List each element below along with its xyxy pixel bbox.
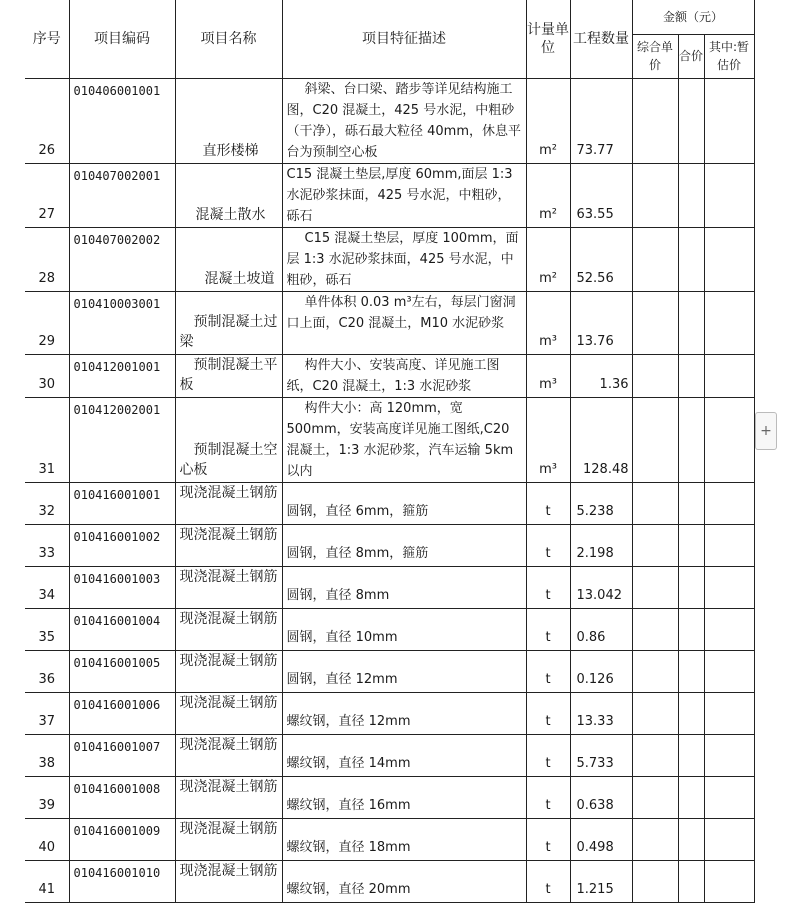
row-name: 预制混凝土空心板	[175, 397, 282, 482]
row-unit-price[interactable]	[632, 566, 678, 608]
row-qty: 13.33	[570, 692, 632, 734]
row-desc: 斜梁、台口梁、踏步等详见结构施工图，C20 混凝土，425 号水泥，中粗砂（干净），砾石最大粒径 40mm，休息平台为预制空心板	[282, 78, 526, 163]
row-unit: t	[526, 524, 570, 566]
row-desc: C15 混凝土垫层,厚度 60mm,面层 1:3 水泥砂浆抹面，425 号水泥，中粗砂，砾石	[282, 163, 526, 227]
table-row	[25, 692, 754, 734]
row-total[interactable]	[678, 860, 704, 902]
row-code: 010416001003	[69, 566, 175, 608]
row-code: 010410003001	[69, 291, 175, 354]
row-seq: 35	[25, 608, 69, 650]
row-total[interactable]	[678, 163, 704, 227]
row-name: 现浇混凝土钢筋	[175, 608, 282, 650]
row-unit-price[interactable]	[632, 78, 678, 163]
row-total[interactable]	[678, 692, 704, 734]
row-seq: 38	[25, 734, 69, 776]
row-name	[175, 78, 282, 163]
row-name-text: 直形楼梯	[202, 142, 259, 159]
row-code: 010407002001	[69, 163, 175, 227]
row-provisional[interactable]	[704, 524, 754, 566]
row-total[interactable]	[678, 608, 704, 650]
row-unit: m³	[526, 291, 570, 354]
row-qty: 0.638	[570, 776, 632, 818]
row-seq: 36	[25, 650, 69, 692]
row-provisional[interactable]	[704, 482, 754, 524]
row-provisional[interactable]	[704, 78, 754, 163]
row-name: 现浇混凝土钢筋	[175, 734, 282, 776]
row-provisional[interactable]	[704, 860, 754, 902]
table-row	[25, 354, 754, 397]
row-code: 010416001001	[69, 482, 175, 524]
row-qty: 13.042	[570, 566, 632, 608]
row-name: 预制混凝土过梁	[175, 291, 282, 354]
row-qty: 2.198	[570, 524, 632, 566]
row-seq: 31	[25, 397, 69, 482]
row-name: 现浇混凝土钢筋	[175, 776, 282, 818]
header-code: 项目编码	[69, 0, 175, 78]
row-provisional[interactable]	[704, 650, 754, 692]
row-name: 现浇混凝土钢筋	[175, 818, 282, 860]
table-row	[25, 482, 754, 524]
row-code: 010416001007	[69, 734, 175, 776]
row-provisional[interactable]	[704, 354, 754, 397]
row-unit: t	[526, 608, 570, 650]
row-unit-price[interactable]	[632, 163, 678, 227]
row-qty: 52.56	[570, 227, 632, 291]
row-name-text: 混凝土散水	[195, 206, 266, 223]
row-code: 010416001004	[69, 608, 175, 650]
row-code: 010406001001	[69, 78, 175, 163]
row-total[interactable]	[678, 482, 704, 524]
row-name: 现浇混凝土钢筋	[175, 566, 282, 608]
table-row	[25, 566, 754, 608]
row-code: 010416001005	[69, 650, 175, 692]
row-total[interactable]	[678, 227, 704, 291]
row-desc: 螺纹钢，直径 12mm	[282, 692, 526, 734]
header-unit-price: 综合单价	[632, 34, 678, 78]
table-row	[25, 734, 754, 776]
row-seq: 30	[25, 354, 69, 397]
row-code: 010407002002	[69, 227, 175, 291]
row-unit-price[interactable]	[632, 818, 678, 860]
row-qty: 13.76	[570, 291, 632, 354]
row-unit: m³	[526, 397, 570, 482]
row-provisional[interactable]	[704, 227, 754, 291]
row-unit: t	[526, 650, 570, 692]
row-provisional[interactable]	[704, 692, 754, 734]
row-provisional[interactable]	[704, 163, 754, 227]
row-unit-price[interactable]	[632, 227, 678, 291]
row-seq: 33	[25, 524, 69, 566]
row-seq: 26	[25, 78, 69, 163]
row-unit: t	[526, 566, 570, 608]
row-code: 010412002001	[69, 397, 175, 482]
row-seq: 27	[25, 163, 69, 227]
row-unit: t	[526, 692, 570, 734]
table-row	[25, 860, 754, 902]
row-seq: 41	[25, 860, 69, 902]
row-desc: C15 混凝土垫层，厚度 100mm，面层 1:3 水泥砂浆抹面，425 号水泥，中粗砂，砾石	[282, 227, 526, 291]
row-name: 现浇混凝土钢筋	[175, 692, 282, 734]
row-qty: 63.55	[570, 163, 632, 227]
row-total[interactable]	[678, 397, 704, 482]
row-seq: 32	[25, 482, 69, 524]
row-qty: 1.36	[570, 354, 632, 397]
row-seq: 39	[25, 776, 69, 818]
row-total[interactable]	[678, 650, 704, 692]
header-amount: 金额（元）	[632, 0, 754, 34]
bill-of-quantities-table	[25, 0, 755, 903]
header-provisional: 其中:暂估价	[704, 34, 754, 78]
row-unit: t	[526, 776, 570, 818]
row-unit-price[interactable]	[632, 608, 678, 650]
row-unit-price[interactable]	[632, 860, 678, 902]
row-name	[175, 163, 282, 227]
row-code: 010416001006	[69, 692, 175, 734]
table-row	[25, 163, 754, 227]
row-total[interactable]	[678, 354, 704, 397]
row-seq: 40	[25, 818, 69, 860]
row-unit: t	[526, 860, 570, 902]
row-unit: t	[526, 734, 570, 776]
row-unit: t	[526, 482, 570, 524]
row-provisional[interactable]	[704, 818, 754, 860]
row-qty: 0.86	[570, 608, 632, 650]
row-code: 010416001008	[69, 776, 175, 818]
row-seq: 37	[25, 692, 69, 734]
header-total: 合价	[678, 34, 704, 78]
row-total[interactable]	[678, 78, 704, 163]
row-qty: 5.238	[570, 482, 632, 524]
row-provisional[interactable]	[704, 291, 754, 354]
table-row	[25, 776, 754, 818]
row-unit-price[interactable]	[632, 776, 678, 818]
row-name: 预制混凝土平板	[175, 354, 282, 397]
row-qty: 73.77	[570, 78, 632, 163]
row-seq: 34	[25, 566, 69, 608]
row-seq: 29	[25, 291, 69, 354]
row-desc: 单件体积 0.03 m³左右，每层门窗洞口上面，C20 混凝土，M10 水泥砂浆	[282, 291, 526, 354]
row-desc: 构件大小：高 120mm，宽 500mm，安装高度详见施工图纸,C20 混凝土，1:3 水泥砂浆，汽车运输 5km 以内	[282, 397, 526, 482]
row-desc: 螺纹钢，直径 20mm	[282, 860, 526, 902]
table-row	[25, 650, 754, 692]
row-desc: 圆钢，直径 8mm	[282, 566, 526, 608]
row-total[interactable]	[678, 524, 704, 566]
row-provisional[interactable]	[704, 608, 754, 650]
table-row	[25, 291, 754, 354]
row-total[interactable]	[678, 291, 704, 354]
row-name: 现浇混凝土钢筋	[175, 482, 282, 524]
row-name-text: 混凝土坡道	[204, 270, 275, 287]
table-row	[25, 78, 754, 163]
row-provisional[interactable]	[704, 734, 754, 776]
row-desc: 构件大小、安装高度、详见施工图纸，C20 混凝土，1:3 水泥砂浆	[282, 354, 526, 397]
table-row	[25, 524, 754, 566]
row-unit-price[interactable]	[632, 291, 678, 354]
table-row	[25, 397, 754, 482]
row-unit-price[interactable]	[632, 354, 678, 397]
row-unit: t	[526, 818, 570, 860]
row-unit-price[interactable]	[632, 692, 678, 734]
row-total[interactable]	[678, 776, 704, 818]
header-desc: 项目特征描述	[282, 0, 526, 78]
row-qty: 0.126	[570, 650, 632, 692]
row-provisional[interactable]	[704, 397, 754, 482]
header-name: 项目名称	[175, 0, 282, 78]
row-unit: m²	[526, 227, 570, 291]
row-qty: 128.48	[570, 397, 632, 482]
table-row	[25, 608, 754, 650]
row-provisional[interactable]	[704, 566, 754, 608]
row-code: 010412001001	[69, 354, 175, 397]
row-unit: m²	[526, 78, 570, 163]
row-unit-price[interactable]	[632, 734, 678, 776]
row-desc: 螺纹钢，直径 14mm	[282, 734, 526, 776]
row-name: 现浇混凝土钢筋	[175, 860, 282, 902]
row-unit: m²	[526, 163, 570, 227]
row-desc: 圆钢，直径 12mm	[282, 650, 526, 692]
row-provisional[interactable]	[704, 776, 754, 818]
row-unit-price[interactable]	[632, 650, 678, 692]
row-total[interactable]	[678, 566, 704, 608]
row-code: 010416001009	[69, 818, 175, 860]
expand-plus-button[interactable]: +	[755, 412, 777, 450]
row-qty: 1.215	[570, 860, 632, 902]
table-row	[25, 227, 754, 291]
row-unit-price[interactable]	[632, 482, 678, 524]
row-desc: 螺纹钢，直径 18mm	[282, 818, 526, 860]
row-total[interactable]	[678, 818, 704, 860]
row-name	[175, 227, 282, 291]
row-unit-price[interactable]	[632, 524, 678, 566]
table-row	[25, 818, 754, 860]
row-seq: 28	[25, 227, 69, 291]
row-desc: 螺纹钢，直径 16mm	[282, 776, 526, 818]
row-name: 现浇混凝土钢筋	[175, 524, 282, 566]
header-seq: 序号	[25, 0, 69, 78]
row-desc: 圆钢，直径 6mm，箍筋	[282, 482, 526, 524]
row-qty: 5.733	[570, 734, 632, 776]
row-code: 010416001002	[69, 524, 175, 566]
header-unit: 计量单位	[526, 0, 570, 78]
header-qty: 工程数量	[570, 0, 632, 78]
row-unit-price[interactable]	[632, 397, 678, 482]
row-name: 现浇混凝土钢筋	[175, 650, 282, 692]
row-desc: 圆钢，直径 10mm	[282, 608, 526, 650]
row-qty: 0.498	[570, 818, 632, 860]
row-total[interactable]	[678, 734, 704, 776]
row-code: 010416001010	[69, 860, 175, 902]
row-desc: 圆钢，直径 8mm，箍筋	[282, 524, 526, 566]
row-unit: m³	[526, 354, 570, 397]
